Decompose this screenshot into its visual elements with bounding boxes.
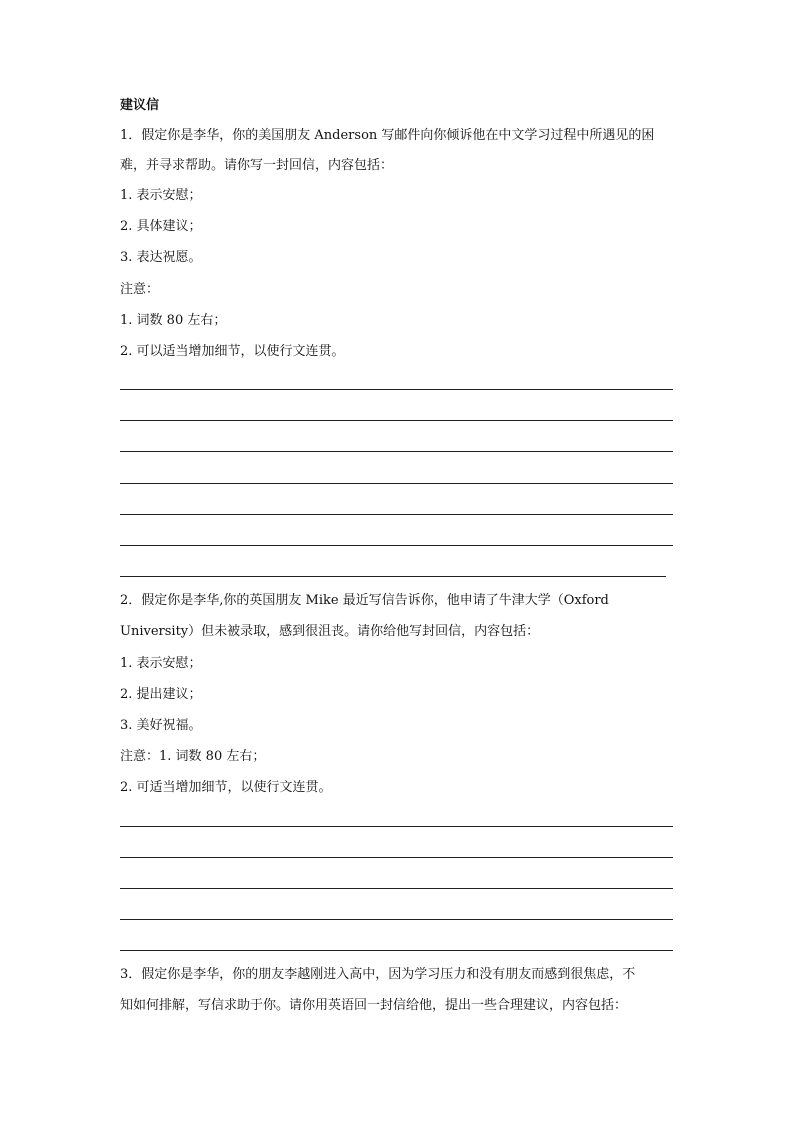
writing-line[interactable] [120, 514, 673, 515]
task1-point-1: 1. 表示安慰； [120, 188, 202, 203]
writing-line[interactable] [120, 483, 673, 484]
writing-line[interactable] [120, 576, 666, 577]
section-heading: 建议信 [120, 98, 160, 113]
task2-note-2: 2. 可适当增加细节，以使行文连贯。 [120, 780, 332, 795]
task1-note-1: 1. 词数 80 左右； [120, 313, 227, 328]
writing-line[interactable] [120, 545, 673, 546]
task1-prompt-line2: 难，并寻求帮助。请你写一封回信，内容包括： [120, 158, 394, 173]
writing-line[interactable] [120, 420, 673, 421]
writing-line[interactable] [120, 919, 673, 920]
writing-line[interactable] [120, 826, 673, 827]
task1-point-2: 2. 具体建议； [120, 219, 202, 234]
writing-line[interactable] [120, 857, 673, 858]
task2-prompt-line2: University）但未被录取，感到很沮丧。请你给他写封回信，内容包括： [120, 624, 540, 639]
task2-point-1: 1. 表示安慰； [120, 656, 202, 671]
task3-prompt-line1: 3．假定你是李华，你的朋友李越刚进入高中，因为学习压力和没有朋友而感到很焦虑，不 [120, 967, 636, 982]
writing-line[interactable] [120, 389, 673, 390]
task3-prompt-line2: 知如何排解，写信求助于你。请你用英语回一封信给他，提出一些合理建议，内容包括： [120, 998, 628, 1013]
task1-point-3: 3. 表达祝愿。 [120, 250, 202, 265]
task1-note-2: 2. 可以适当增加细节，以使行文连贯。 [120, 344, 345, 359]
writing-line[interactable] [120, 950, 673, 951]
task1-prompt-line1: 1．假定你是李华，你的美国朋友 Anderson 写邮件向你倾诉他在中文学习过程中所遇见的困 [120, 128, 655, 143]
writing-line[interactable] [120, 451, 673, 452]
task2-prompt-line1: 2．假定你是李华,你的英国朋友 Mike 最近写信告诉你，他申请了牛津大学（Oxford [120, 593, 609, 608]
task2-point-3: 3. 美好祝福。 [120, 718, 202, 733]
writing-line[interactable] [120, 888, 673, 889]
task2-point-2: 2. 提出建议； [120, 687, 202, 702]
task1-note-label: 注意： [120, 282, 160, 297]
task2-note-1: 注意：1. 词数 80 左右； [120, 749, 266, 764]
